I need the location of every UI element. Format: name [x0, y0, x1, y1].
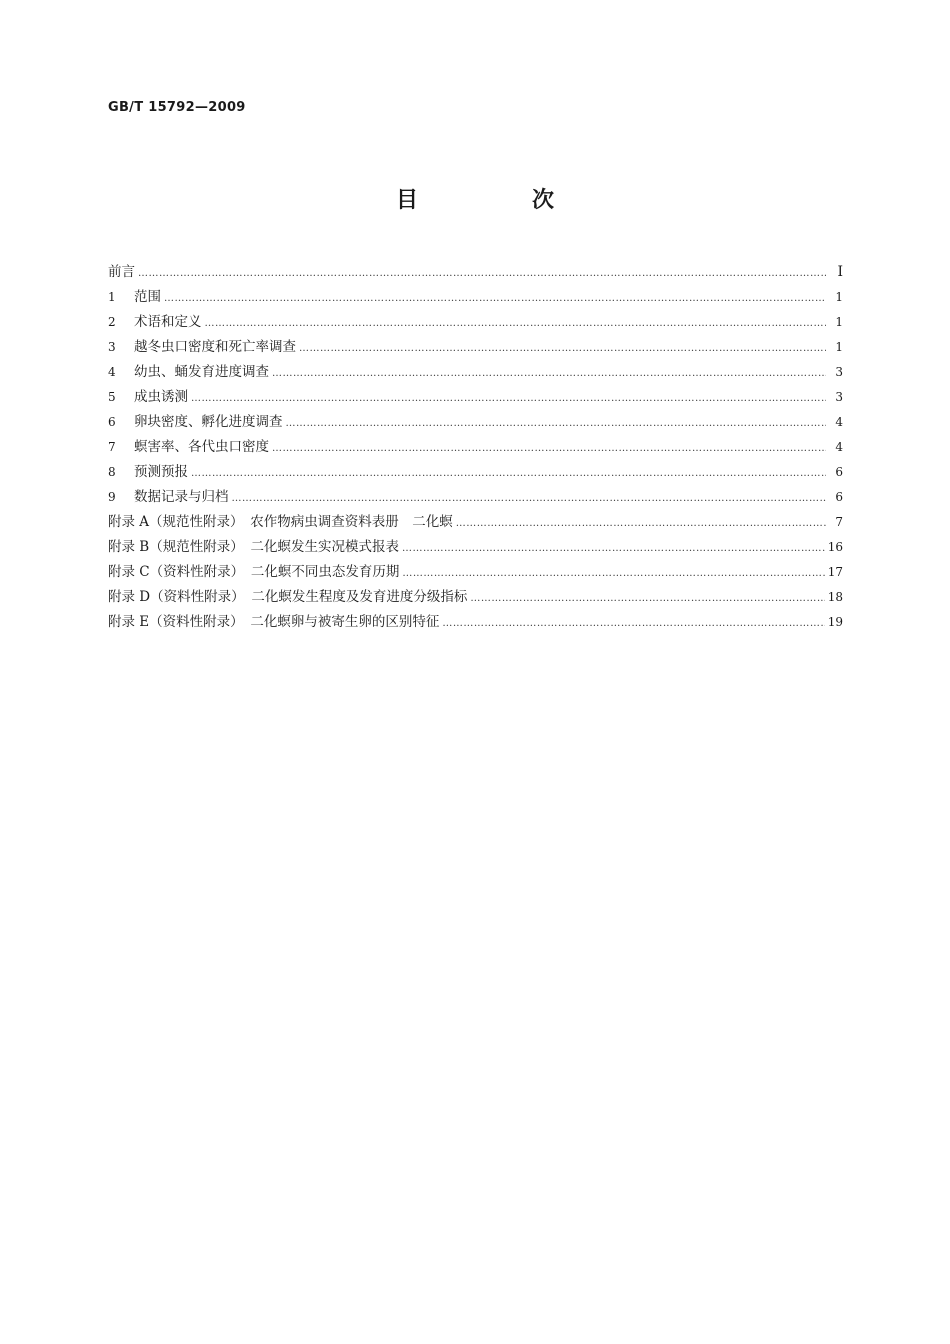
toc-leader-dots — [191, 386, 826, 411]
toc-entry-9[interactable] — [108, 485, 843, 510]
toc-leader-dots — [402, 561, 824, 586]
toc-entry-page: 1 — [835, 315, 843, 329]
toc-entry-number: 4 — [108, 365, 116, 379]
toc-entry-4[interactable] — [108, 360, 843, 385]
toc-entry-page: 3 — [835, 365, 843, 379]
toc-entry-page: 1 — [835, 340, 843, 354]
toc-entry-label: 螟害率、各代虫口密度 — [134, 439, 269, 455]
toc-entry-label: 前言 — [108, 264, 135, 280]
toc-leader-dots — [138, 261, 826, 287]
table-of-contents — [108, 259, 843, 635]
toc-entry-page: 16 — [827, 540, 843, 554]
toc-entry-appendix-c[interactable] — [108, 560, 843, 585]
toc-entry-5[interactable] — [108, 385, 843, 410]
toc-entry-label: 范围 — [134, 289, 161, 305]
toc-leader-dots — [272, 436, 826, 461]
toc-entry-appendix-b[interactable] — [108, 535, 843, 560]
toc-leader-dots — [470, 586, 824, 611]
toc-entry-label: 术语和定义 — [134, 314, 202, 330]
toc-entry-label: 数据记录与归档 — [134, 489, 229, 505]
toc-entry-number: 3 — [108, 340, 116, 354]
toc-entry-label: 卵块密度、孵化进度调查 — [134, 414, 283, 430]
toc-leader-dots — [191, 461, 826, 486]
toc-entry-page: 6 — [835, 465, 843, 479]
toc-entry-page: 1 — [835, 290, 843, 304]
toc-entry-label: 成虫诱测 — [134, 389, 188, 405]
toc-entry-number: 5 — [108, 390, 116, 404]
toc-leader-dots — [232, 486, 827, 511]
toc-leader-dots — [164, 286, 826, 311]
toc-entry-page: 3 — [835, 390, 843, 404]
toc-entry-number: 7 — [108, 440, 116, 454]
toc-entry-label: 越冬虫口密度和死亡率调查 — [134, 339, 296, 355]
toc-entry-page: 17 — [827, 565, 843, 579]
toc-leader-dots — [442, 611, 824, 636]
standard-code: GB/T 15792—2009 — [108, 100, 246, 115]
toc-entry-page: 18 — [827, 590, 843, 604]
toc-entry-label: 幼虫、蛹发育进度调查 — [134, 364, 269, 380]
toc-entry-appendix-d[interactable] — [108, 585, 843, 610]
toc-entry-1[interactable] — [108, 285, 843, 310]
toc-entry-foreword[interactable] — [108, 259, 843, 285]
toc-entry-number: 2 — [108, 315, 116, 329]
toc-entry-2[interactable] — [108, 310, 843, 335]
toc-entry-page: 19 — [827, 615, 843, 629]
toc-entry-label: 附录 A（规范性附录） 农作物病虫调查资料表册 二化螟 — [108, 514, 453, 530]
toc-entry-page: 7 — [835, 515, 843, 529]
toc-entry-page: 4 — [835, 415, 843, 429]
toc-entry-number: 1 — [108, 290, 116, 304]
toc-entry-page: 4 — [835, 440, 843, 454]
toc-entry-label: 预测预报 — [134, 464, 188, 480]
toc-leader-dots — [272, 361, 826, 386]
toc-entry-appendix-a[interactable] — [108, 510, 843, 535]
toc-entry-8[interactable] — [108, 460, 843, 485]
toc-entry-appendix-e[interactable] — [108, 610, 843, 635]
toc-entry-number: 6 — [108, 415, 116, 429]
page-title: 目 次 — [395, 188, 600, 213]
toc-entry-6[interactable] — [108, 410, 843, 435]
toc-leader-dots — [456, 511, 826, 536]
toc-entry-label: 附录 B（规范性附录） 二化螟发生实况模式报表 — [108, 539, 399, 555]
toc-entry-label: 附录 D（资料性附录） 二化螟发生程度及发育进度分级指标 — [108, 589, 468, 605]
toc-leader-dots — [299, 336, 826, 361]
toc-entry-7[interactable] — [108, 435, 843, 460]
toc-leader-dots — [402, 536, 825, 561]
toc-entry-number: 9 — [108, 490, 116, 504]
toc-entry-page: Ⅰ — [837, 264, 843, 280]
toc-leader-dots — [205, 311, 827, 336]
toc-entry-label: 附录 C（资料性附录） 二化螟不同虫态发育历期 — [108, 564, 400, 580]
toc-entry-label: 附录 E（资料性附录） 二化螟卵与被寄生卵的区别特征 — [108, 614, 440, 630]
toc-entry-3[interactable] — [108, 335, 843, 360]
toc-entry-number: 8 — [108, 465, 116, 479]
toc-entry-page: 6 — [835, 490, 843, 504]
toc-leader-dots — [286, 411, 827, 436]
